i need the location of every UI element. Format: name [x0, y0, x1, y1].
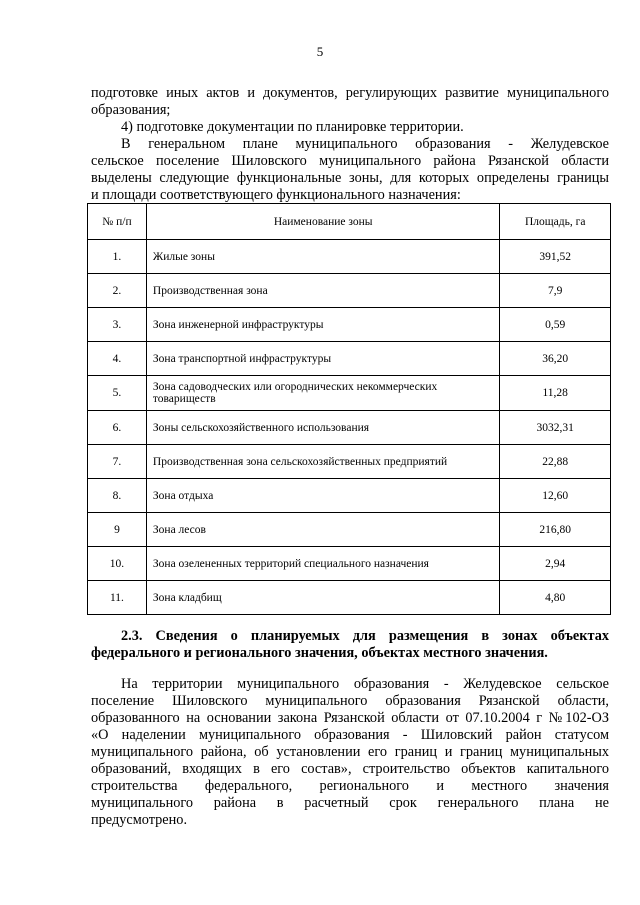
text-line: подготовке иных актов и документов, регулирующих развитие муниципального — [91, 85, 609, 101]
column-header-number: № п/п — [88, 204, 147, 240]
zone-area: 7,9 — [500, 274, 611, 308]
column-header-zone-name: Наименование зоны — [146, 204, 500, 240]
table-row — [88, 376, 611, 411]
text-line: предусмотрено. — [91, 812, 188, 828]
zone-name: Жилые зоны — [146, 240, 500, 274]
zone-area: 391,52 — [500, 240, 611, 274]
zone-name: Зона садоводческих или огороднических некоммерческих товариществ — [146, 376, 500, 411]
table-row — [88, 274, 611, 308]
table-row — [88, 513, 611, 547]
table-row — [88, 445, 611, 479]
paragraph-intro-continuation — [91, 85, 609, 119]
row-number: 5. — [88, 376, 147, 411]
zone-name: Зоны сельскохозяйственного использования — [146, 411, 500, 445]
row-number: 11. — [88, 581, 147, 615]
row-number: 7. — [88, 445, 147, 479]
heading-line: федерального и регионального значения, объектах местного значения. — [91, 645, 548, 661]
zone-area: 2,94 — [500, 547, 611, 581]
page-number: 5 — [316, 44, 324, 59]
text-line: муниципального района в расчетный срок генерального плана не — [91, 795, 609, 811]
row-number: 3. — [88, 308, 147, 342]
paragraph-functional-zones — [91, 136, 609, 204]
table-row — [88, 547, 611, 581]
text-line: выделены следующие функциональные зоны, для которых определены границы — [91, 170, 609, 186]
functional-zones-table — [87, 203, 611, 615]
zone-name: Зона инженерной инфраструктуры — [146, 308, 500, 342]
zone-area: 3032,31 — [500, 411, 611, 445]
text-line: и площади соответствующего функционального назначения: — [91, 187, 461, 203]
zone-area: 216,80 — [500, 513, 611, 547]
column-header-area: Площадь, га — [500, 204, 611, 240]
text-line: строительства федерального, регионального и местного значения — [91, 778, 609, 794]
text-line: На территории муниципального образования - Желудевское сельское — [121, 676, 609, 692]
zone-name: Производственная зона сельскохозяйственных предприятий — [146, 445, 500, 479]
table-row — [88, 342, 611, 376]
text-line: 4) подготовке документации по планировке территории. — [121, 119, 464, 135]
table-row — [88, 479, 611, 513]
text-line: образованного на основании закона Рязанской области от 07.10.2004 г №102-ОЗ — [91, 710, 609, 726]
zone-area: 0,59 — [500, 308, 611, 342]
text-line: «О наделении муниципального образования - Шиловский район статусом — [91, 727, 609, 743]
zone-area: 22,88 — [500, 445, 611, 479]
text-line: поселение Шиловского муниципального образования Рязанской области, — [91, 693, 609, 709]
table-header-row — [88, 204, 611, 240]
zone-name: Производственная зона — [146, 274, 500, 308]
zone-name: Зона транспортной инфраструктуры — [146, 342, 500, 376]
text-line: сельское поселение Шиловского муниципального района Рязанской области — [91, 153, 609, 169]
text-line: образования; — [91, 102, 171, 118]
zone-area: 11,28 — [500, 376, 611, 411]
text-line: образований, входящих в его состав», строительство объектов капитального — [91, 761, 609, 777]
zone-area: 12,60 — [500, 479, 611, 513]
list-item-4 — [91, 119, 609, 136]
row-number: 4. — [88, 342, 147, 376]
row-number: 8. — [88, 479, 147, 513]
zone-area: 36,20 — [500, 342, 611, 376]
table-row — [88, 308, 611, 342]
zone-area: 4,80 — [500, 581, 611, 615]
row-number: 6. — [88, 411, 147, 445]
paragraph-capital-construction — [91, 676, 609, 829]
zone-name: Зона озелененных территорий специального назначения — [146, 547, 500, 581]
zone-name: Зона лесов — [146, 513, 500, 547]
text-line: муниципального района, об установлении его границ и границ муниципальных — [91, 744, 609, 760]
table-row — [88, 581, 611, 615]
row-number: 9 — [88, 513, 147, 547]
text-line: В генеральном плане муниципального образования - Желудевское — [121, 136, 609, 152]
row-number: 2. — [88, 274, 147, 308]
zone-name: Зона кладбищ — [146, 581, 500, 615]
row-number: 10. — [88, 547, 147, 581]
table-row — [88, 240, 611, 274]
section-heading — [91, 628, 609, 662]
zone-name: Зона отдыха — [146, 479, 500, 513]
heading-line: 2.3. Сведения о планируемых для размещения в зонах объектах — [121, 628, 609, 644]
table-row — [88, 411, 611, 445]
row-number: 1. — [88, 240, 147, 274]
